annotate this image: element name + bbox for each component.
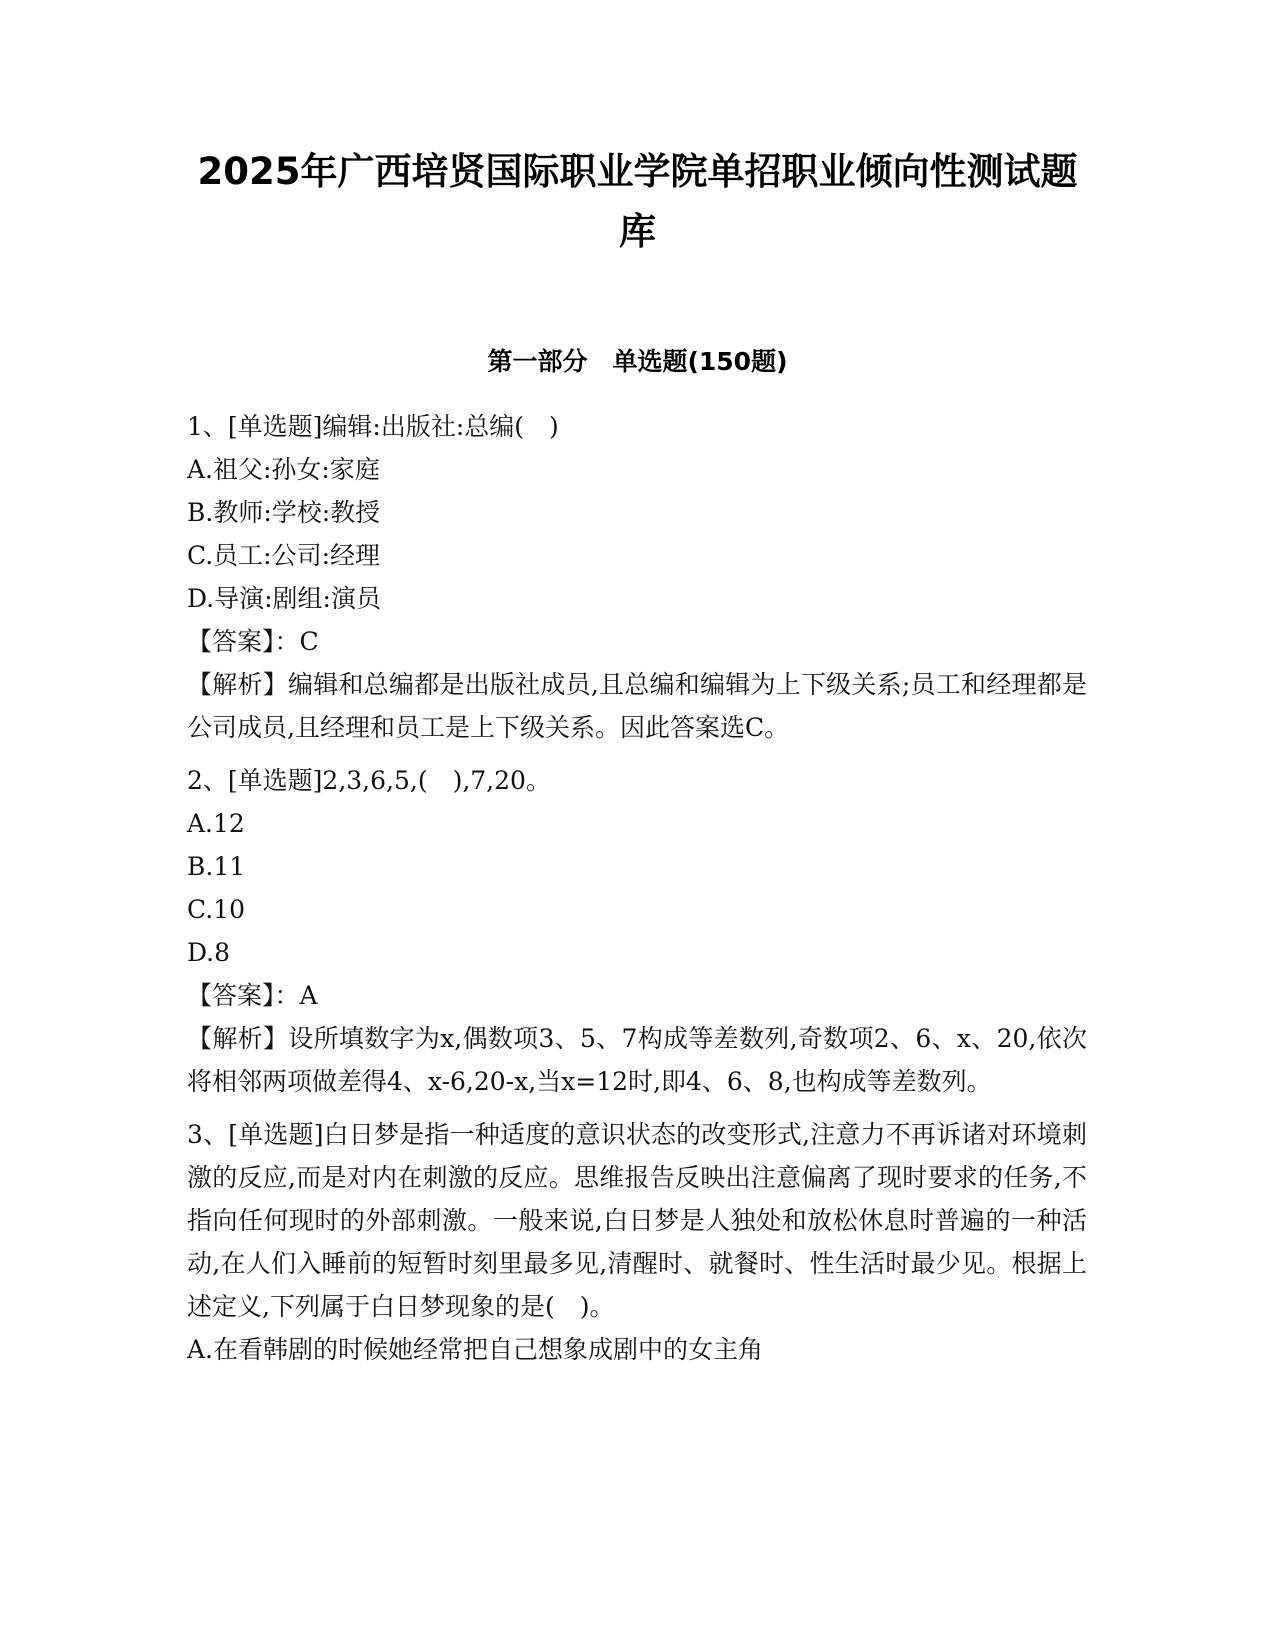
option-a: A.在看韩剧的时候她经常把自己想象成剧中的女主角 [187, 1335, 764, 1364]
document-title [160, 142, 1115, 262]
option-c: C.10 [187, 895, 245, 924]
option-b: B.教师:学校:教授 [187, 498, 381, 527]
question-stem: 3、[单选题]白日梦是指一种适度的意识状态的改变形式,注意力不再诉诸对环境刺激的反应,而是对内在刺激的反应。思维报告反映出注意偏离了现时要求的任务,不指向任何现时的外部刺激。一般来说,白日梦是人独处和放松休息时普遍的一种活动,在人们入睡前的短暂时刻里最多见,清醒时、就餐时、性生活时最少见。根据上述定义,下列属于白日梦现象的是( )。 [187, 1120, 1087, 1321]
answer: 【答案】：C [187, 627, 319, 656]
analysis: 【解析】编辑和总编都是出版社成员,且总编和编辑为上下级关系;员工和经理都是公司成员,且经理和员工是上下级关系。因此答案选C。 [187, 670, 1087, 742]
title-line-2: 库 [619, 210, 656, 253]
option-d: D.导演:剧组:演员 [187, 584, 381, 613]
question-list [187, 405, 1087, 1381]
answer: 【答案】：A [187, 981, 318, 1010]
option-c: C.员工:公司:经理 [187, 541, 381, 570]
question-stem: 1、[单选题]编辑:出版社:总编( ) [187, 412, 559, 441]
analysis: 【解析】设所填数字为x,偶数项3、5、7构成等差数列,奇数项2、6、x、20,依次将相邻两项做差得4、x-6,20-x,当x=12时,即4、6、8,也构成等差数列。 [187, 1024, 1087, 1096]
question-1 [187, 405, 1087, 749]
section-heading: 第一部分 单选题(150题) [487, 347, 788, 376]
question-2 [187, 759, 1087, 1103]
option-a: A.12 [187, 809, 245, 838]
title-line-1: 2025年广西培贤国际职业学院单招职业倾向性测试题 [197, 150, 1078, 193]
question-stem: 2、[单选题]2,3,6,5,( ),7,20。 [187, 766, 551, 795]
option-d: D.8 [187, 938, 231, 967]
option-b: B.11 [187, 852, 246, 881]
option-a: A.祖父:孙女:家庭 [187, 455, 380, 484]
question-3 [187, 1113, 1087, 1371]
